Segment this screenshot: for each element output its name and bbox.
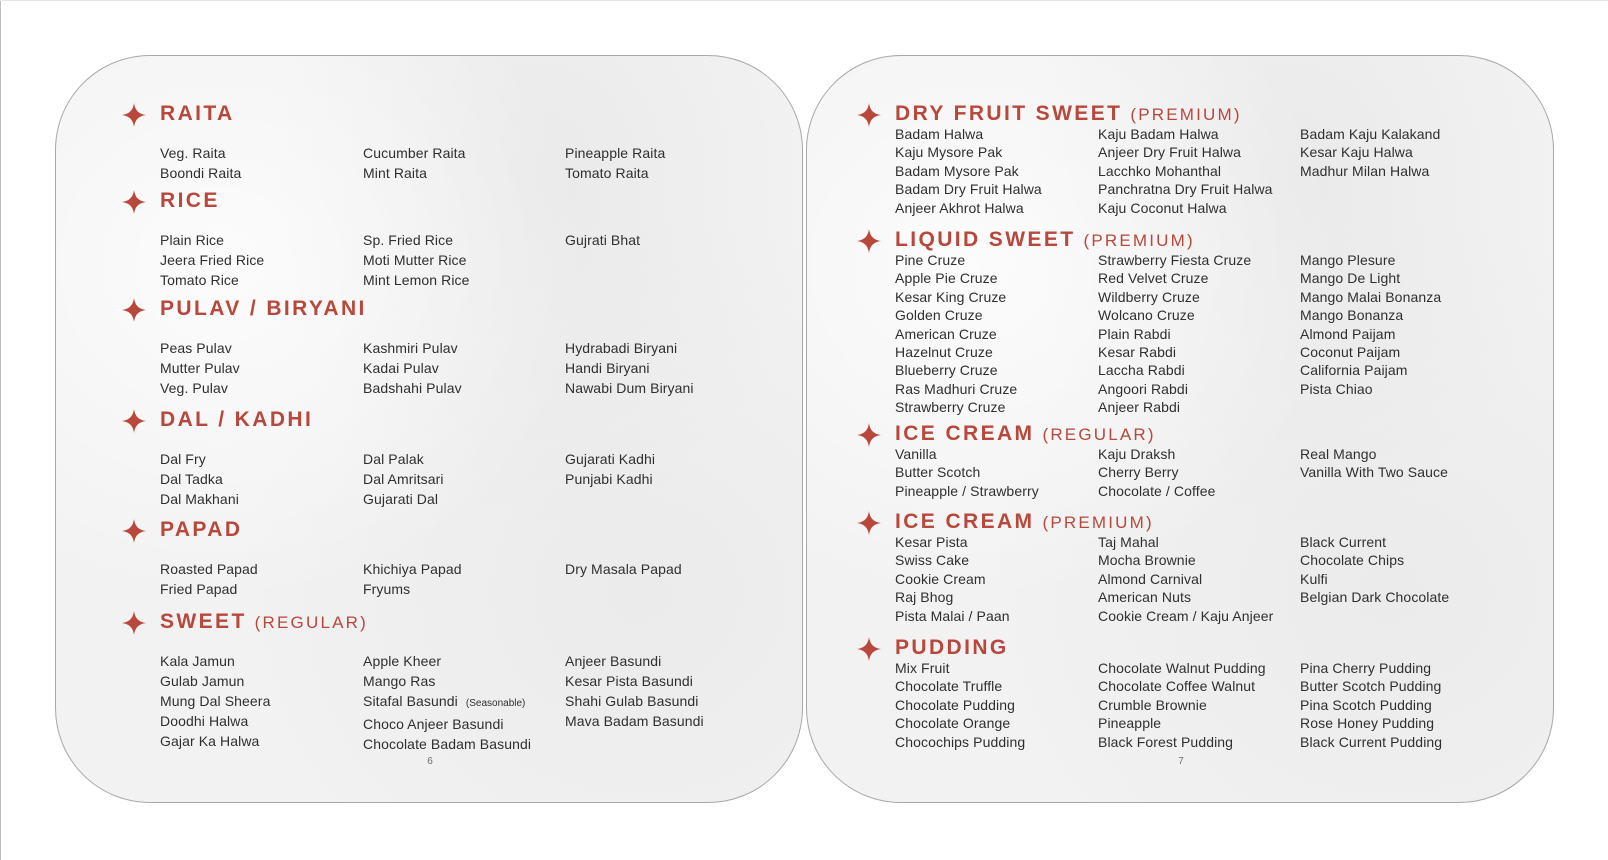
- menu-item: Chocolate Badam Basundi: [363, 736, 532, 752]
- menu-item: Mung Dal Sheera: [160, 693, 271, 709]
- menu-item: Badam Dry Fruit Halwa: [895, 181, 1042, 198]
- menu-item: Plain Rabdi: [1098, 325, 1171, 342]
- menu-item: Mint Lemon Rice: [363, 272, 470, 288]
- menu-item: Wolcano Cruze: [1098, 307, 1195, 324]
- menu-item: Kesar Rabdi: [1098, 344, 1177, 361]
- menu-item: Kaju Coconut Halwa: [1098, 199, 1227, 216]
- menu-item: Kaju Draksh: [1098, 446, 1176, 462]
- menu-item: Almond Carnival: [1098, 570, 1203, 587]
- menu-item: Kulfi: [1300, 570, 1328, 587]
- four-point-star-icon: [122, 409, 146, 433]
- item-column: [363, 230, 470, 290]
- menu-item: Pineapple Raita: [565, 145, 666, 161]
- item-column: [565, 651, 704, 731]
- menu-item: Mango Ras: [363, 673, 436, 689]
- item-column: [565, 338, 694, 398]
- menu-item: Black Current: [1300, 534, 1387, 550]
- page-number: 7: [1178, 756, 1184, 767]
- menu-item: Chocolate Orange: [895, 715, 1011, 732]
- menu-item: Dal Tadka: [160, 471, 223, 487]
- menu-item: Belgian Dark Chocolate: [1300, 589, 1450, 606]
- section-title: LIQUID SWEET (PREMIUM): [895, 228, 1195, 251]
- section-subtitle: (PREMIUM): [1083, 231, 1195, 250]
- four-point-star-icon: [857, 423, 881, 447]
- menu-item: Mava Badam Basundi: [565, 713, 704, 729]
- menu-item: Kesar Pista Basundi: [565, 673, 693, 689]
- menu-item: Dry Masala Papad: [565, 561, 682, 577]
- menu-item: Anjeer Rabdi: [1098, 399, 1181, 416]
- menu-item: Chocolate Pudding: [895, 696, 1016, 713]
- menu-item: Mango Plesure: [1300, 252, 1396, 268]
- item-column: [895, 445, 1039, 500]
- item-column: [1098, 125, 1273, 217]
- menu-item: Dal Fry: [160, 451, 206, 467]
- section-title: ICE CREAM (PREMIUM): [895, 510, 1154, 533]
- page-edge-top: [0, 0, 1608, 1]
- menu-item: Crumble Brownie: [1098, 696, 1207, 713]
- menu-item: Hydrabadi Biryani: [565, 340, 678, 356]
- menu-item: Gajar Ka Halwa: [160, 733, 260, 749]
- four-point-star-icon: [122, 103, 146, 127]
- menu-item: Khichiya Papad: [363, 561, 462, 577]
- section-title: PULAV / BIRYANI: [160, 297, 367, 320]
- item-column: [1300, 445, 1448, 482]
- menu-item: Jeera Fried Rice: [160, 252, 265, 268]
- section-title: ICE CREAM (REGULAR): [895, 422, 1156, 445]
- item-column: [895, 125, 1042, 217]
- item-column: [363, 143, 466, 183]
- menu-item: Kala Jamun: [160, 653, 235, 669]
- menu-item: Veg. Raita: [160, 145, 226, 161]
- menu-item: Kadai Pulav: [363, 360, 439, 376]
- menu-page-left: [55, 55, 803, 803]
- menu-item: Wildberry Cruze: [1098, 288, 1200, 305]
- item-column: [565, 559, 682, 579]
- item-column: [895, 251, 1017, 417]
- menu-item: Butter Scotch: [895, 464, 981, 481]
- four-point-star-icon: [857, 511, 881, 535]
- menu-item: Mutter Pulav: [160, 360, 240, 376]
- menu-item: Black Forest Pudding: [1098, 733, 1234, 750]
- menu-item: Chocochips Pudding: [895, 733, 1026, 750]
- item-column: [565, 449, 655, 489]
- menu-item: Anjeer Basundi: [565, 653, 662, 669]
- menu-item: Gujarati Kadhi: [565, 451, 656, 467]
- menu-item: Cookie Cream: [895, 570, 986, 587]
- section-title: SWEET (REGULAR): [160, 610, 368, 633]
- menu-item: Fryums: [363, 581, 411, 597]
- item-column: [1098, 251, 1251, 417]
- item-column: [1098, 445, 1216, 500]
- menu-item: Mint Raita: [363, 165, 428, 181]
- menu-item: Pina Scotch Pudding: [1300, 696, 1432, 713]
- four-point-star-icon: [122, 298, 146, 322]
- section-subtitle: (REGULAR): [1042, 425, 1156, 444]
- item-column: [160, 651, 270, 751]
- menu-item: Kesar Kaju Halwa: [1300, 144, 1413, 161]
- four-point-star-icon: [857, 637, 881, 661]
- menu-item: Peas Pulav: [160, 340, 232, 356]
- menu-item: Tomato Rice: [160, 272, 239, 288]
- menu-item: Kaju Badam Halwa: [1098, 126, 1219, 142]
- menu-page-right: [806, 55, 1554, 803]
- item-column: [1300, 659, 1442, 751]
- menu-item: Gujarati Dal: [363, 491, 439, 507]
- menu-item: Hazelnut Cruze: [895, 344, 993, 361]
- section-title: DAL / KADHI: [160, 408, 314, 431]
- item-column: [1300, 251, 1441, 398]
- menu-item: Gujrati Bhat: [565, 232, 641, 248]
- menu-item: Mango Bonanza: [1300, 307, 1404, 324]
- item-column: [363, 449, 444, 509]
- menu-item: Chocolate Walnut Pudding: [1098, 660, 1266, 676]
- item-column: [363, 559, 462, 599]
- menu-item: Lacchko Mohanthal: [1098, 162, 1222, 179]
- menu-item: Punjabi Kadhi: [565, 471, 653, 487]
- menu-item: California Paijam: [1300, 362, 1408, 379]
- item-column: [1300, 533, 1449, 607]
- menu-item: Pista Malai / Paan: [895, 607, 1010, 624]
- menu-item: Raj Bhog: [895, 589, 954, 606]
- menu-item: Angoori Rabdi: [1098, 380, 1189, 397]
- four-point-star-icon: [122, 190, 146, 214]
- item-column: [363, 338, 462, 398]
- menu-item: Strawberry Fiesta Cruze: [1098, 252, 1252, 268]
- menu-item: Chocolate Coffee Walnut: [1098, 678, 1256, 695]
- menu-item: Vanilla With Two Sauce: [1300, 464, 1448, 481]
- item-column: [363, 651, 531, 754]
- menu-item: Laccha Rabdi: [1098, 362, 1185, 379]
- menu-item: Nawabi Dum Biryani: [565, 380, 694, 396]
- menu-item: Almond Paijam: [1300, 325, 1396, 342]
- menu-item: Cherry Berry: [1098, 464, 1179, 481]
- menu-item: [363, 691, 531, 714]
- section-subtitle: (PREMIUM): [1130, 105, 1242, 124]
- item-column: [160, 559, 258, 599]
- section-title: PUDDING: [895, 636, 1009, 659]
- menu-item: Red Velvet Cruze: [1098, 270, 1209, 287]
- menu-item: Shahi Gulab Basundi: [565, 693, 699, 709]
- menu-item: Butter Scotch Pudding: [1300, 678, 1442, 695]
- menu-item-label: Sitafal Basundi: [363, 693, 458, 709]
- section-title: RICE: [160, 189, 220, 212]
- menu-item: Pine Cruze: [895, 252, 966, 268]
- menu-item: Dal Amritsari: [363, 471, 444, 487]
- menu-item: Fried Papad: [160, 581, 238, 597]
- menu-item: Ras Madhuri Cruze: [895, 380, 1018, 397]
- menu-item: Vanilla: [895, 446, 937, 462]
- menu-item: Kesar Pista: [895, 534, 968, 550]
- menu-item: Anjeer Dry Fruit Halwa: [1098, 144, 1242, 161]
- menu-item: Roasted Papad: [160, 561, 258, 577]
- menu-item: Dal Makhani: [160, 491, 239, 507]
- item-column: [1098, 533, 1273, 625]
- item-column: [1098, 659, 1266, 751]
- menu-item: Mocha Brownie: [1098, 552, 1196, 569]
- four-point-star-icon: [122, 611, 146, 635]
- menu-item: Gulab Jamun: [160, 673, 245, 689]
- section-subtitle: (REGULAR): [254, 613, 368, 632]
- menu-item: Doodhi Halwa: [160, 713, 249, 729]
- page-number: 6: [427, 756, 433, 767]
- item-column: [565, 230, 640, 250]
- menu-item: Handi Biryani: [565, 360, 650, 376]
- menu-item: Moti Mutter Rice: [363, 252, 467, 268]
- four-point-star-icon: [857, 229, 881, 253]
- item-column: [160, 230, 264, 290]
- item-column: [565, 143, 665, 183]
- menu-item: Veg. Pulav: [160, 380, 228, 396]
- page-edge-left: [0, 0, 1, 860]
- menu-item: Real Mango: [1300, 446, 1377, 462]
- menu-item: Strawberry Cruze: [895, 399, 1006, 416]
- menu-item: American Cruze: [895, 325, 997, 342]
- menu-item: Chocolate / Coffee: [1098, 482, 1216, 499]
- menu-item: Kaju Mysore Pak: [895, 144, 1003, 161]
- menu-item: Cookie Cream / Kaju Anjeer: [1098, 607, 1274, 624]
- item-column: [160, 338, 240, 398]
- menu-item: Swiss Cake: [895, 552, 970, 569]
- menu-item: Madhur Milan Halwa: [1300, 162, 1430, 179]
- menu-item: Badshahi Pulav: [363, 380, 462, 396]
- item-column: [1300, 125, 1440, 180]
- menu-item: Panchratna Dry Fruit Halwa: [1098, 181, 1273, 198]
- menu-item: Blueberry Cruze: [895, 362, 998, 379]
- menu-item: Choco Anjeer Basundi: [363, 716, 504, 732]
- menu-item: Pina Cherry Pudding: [1300, 660, 1432, 676]
- menu-item: Dal Palak: [363, 451, 424, 467]
- item-column: [160, 449, 239, 509]
- menu-item: Mango De Light: [1300, 270, 1401, 287]
- menu-item: Plain Rice: [160, 232, 225, 248]
- menu-item: Pineapple / Strawberry: [895, 482, 1039, 499]
- four-point-star-icon: [122, 519, 146, 543]
- four-point-star-icon: [857, 103, 881, 127]
- menu-item: Badam Kaju Kalakand: [1300, 126, 1441, 142]
- menu-item: Pista Chiao: [1300, 380, 1373, 397]
- menu-item: Golden Cruze: [895, 307, 983, 324]
- seasonal-note: (Seasonable): [465, 698, 526, 709]
- menu-item: American Nuts: [1098, 589, 1192, 606]
- menu-item: Tomato Raita: [565, 165, 649, 181]
- menu-item: Taj Mahal: [1098, 534, 1159, 550]
- menu-item: Apple Pie Cruze: [895, 270, 998, 287]
- item-column: [895, 659, 1025, 751]
- menu-item: Badam Mysore Pak: [895, 162, 1019, 179]
- menu-item: Anjeer Akhrot Halwa: [895, 199, 1024, 216]
- menu-item: Coconut Paijam: [1300, 344, 1401, 361]
- menu-item: Sp. Fried Rice: [363, 232, 454, 248]
- menu-item: Boondi Raita: [160, 165, 242, 181]
- menu-item: Kashmiri Pulav: [363, 340, 458, 356]
- menu-item: Mango Malai Bonanza: [1300, 288, 1442, 305]
- section-title: PAPAD: [160, 518, 243, 541]
- menu-item: Mix Fruit: [895, 660, 950, 676]
- item-column: [160, 143, 241, 183]
- section-subtitle: (PREMIUM): [1042, 513, 1154, 532]
- menu-item: Chocolate Truffle: [895, 678, 1003, 695]
- section-title: RAITA: [160, 102, 235, 125]
- item-column: [895, 533, 1010, 625]
- section-title: DRY FRUIT SWEET (PREMIUM): [895, 102, 1242, 125]
- menu-item: Pineapple: [1098, 715, 1162, 732]
- menu-item: Apple Kheer: [363, 653, 442, 669]
- menu-item: Cucumber Raita: [363, 145, 466, 161]
- menu-item: Rose Honey Pudding: [1300, 715, 1435, 732]
- menu-item: Kesar King Cruze: [895, 288, 1007, 305]
- menu-item: Chocolate Chips: [1300, 552, 1405, 569]
- menu-item: Badam Halwa: [895, 126, 984, 142]
- menu-item: Black Current Pudding: [1300, 733, 1443, 750]
